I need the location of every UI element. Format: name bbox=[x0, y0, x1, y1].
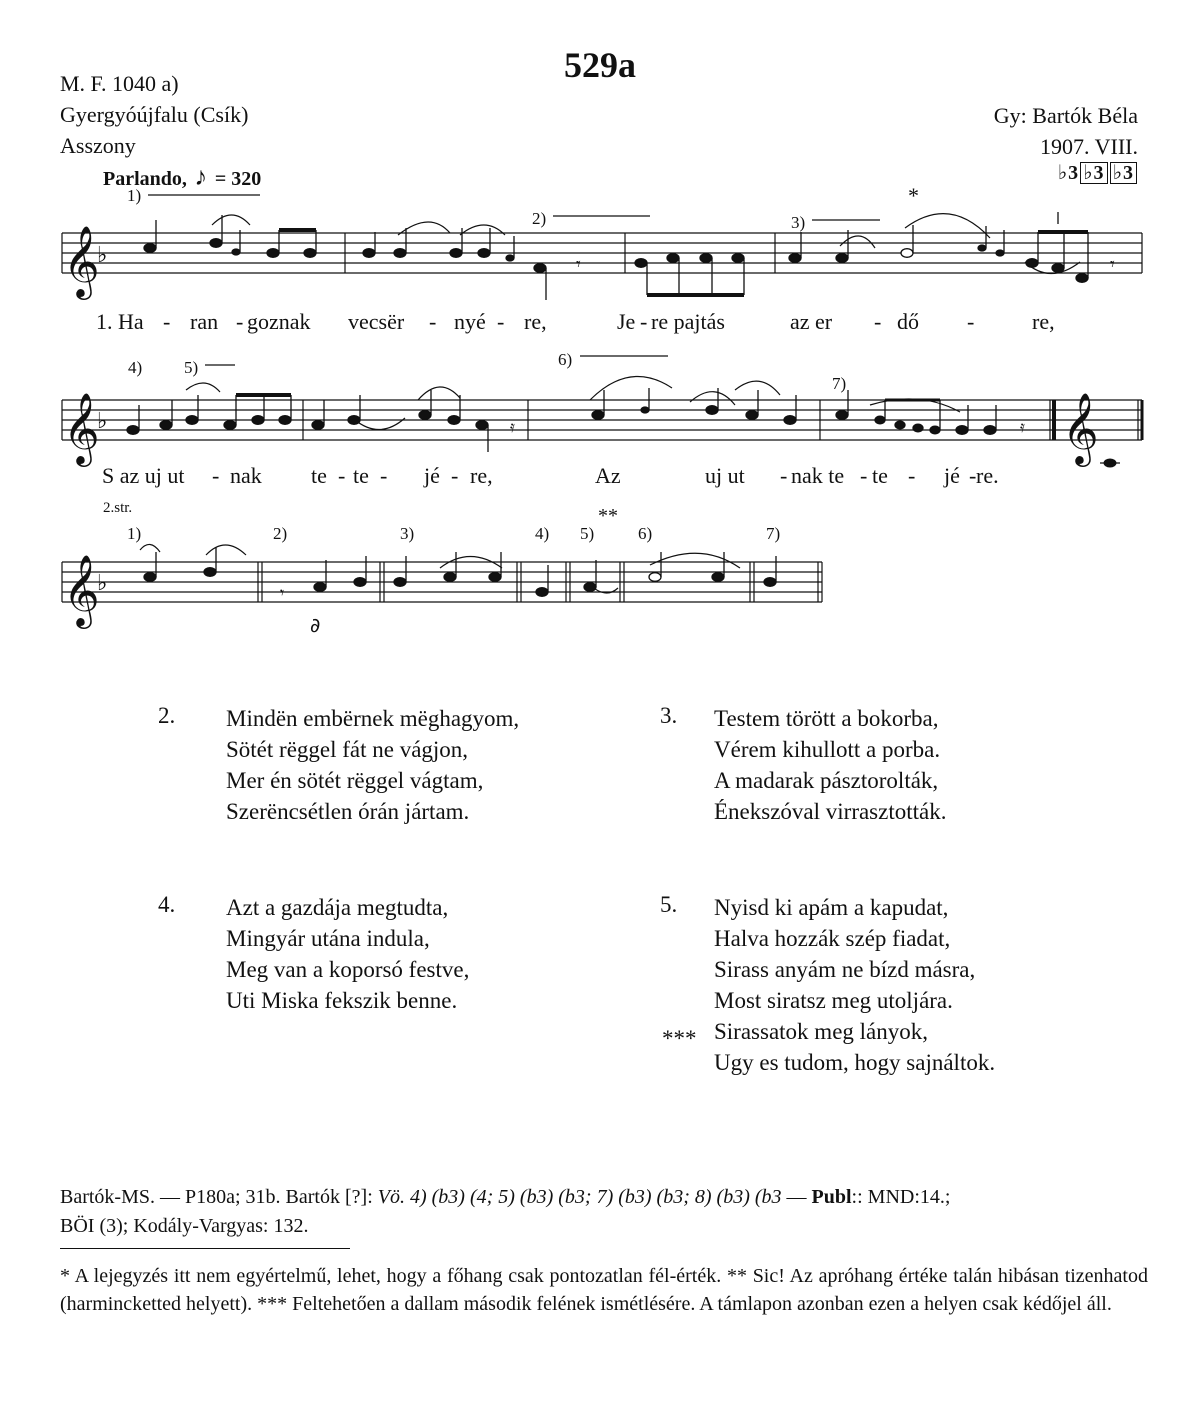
verse-number: 2. bbox=[158, 703, 176, 728]
staff-line-2 bbox=[62, 400, 1142, 440]
alt-marker-7: 7) bbox=[766, 524, 781, 543]
variant-marker-6: 6) bbox=[558, 350, 573, 369]
music-score bbox=[0, 0, 1200, 680]
staff-line-3 bbox=[62, 562, 822, 602]
footnote-divider bbox=[60, 1248, 350, 1249]
tempo-value: = 320 bbox=[214, 168, 262, 190]
source-note: Bartók-MS. — P180a; 31b. Bartók [?]: Vö. 4) (b3) (4; 5) (b3) (b3; 7) (b3) (b3; 8) (b3) (b3 — Publ:: MND:14.; BÖI (3); Kodály-Vargyas: 132. bbox=[60, 1186, 951, 1237]
treble-clef-icon: 𝄞 bbox=[1062, 391, 1099, 464]
collection-id: M. F. 1040 a) bbox=[60, 71, 179, 96]
fermata-icon: ∂ bbox=[310, 613, 321, 637]
svg-text:𝄾: 𝄾 bbox=[576, 254, 581, 274]
date: 1907. VIII. bbox=[1040, 134, 1138, 159]
variants-label: 2.str. bbox=[103, 500, 133, 516]
alt-marker-3: 3) bbox=[400, 524, 415, 543]
location: Gyergyóújfalu (Csík) bbox=[60, 102, 249, 127]
alt-marker-2: 2) bbox=[273, 524, 288, 543]
eighth-note-icon: ♪ bbox=[194, 162, 208, 191]
tempo-label: Parlando, bbox=[103, 168, 187, 190]
treble-clef-icon: 𝄞 bbox=[63, 224, 100, 297]
variant-marker-4: 4) bbox=[128, 358, 143, 377]
staff-line-1 bbox=[62, 233, 1142, 273]
variant-marker-3: 3) bbox=[791, 213, 806, 232]
verse-text: Azt a gazdája megtudta, Mingyár utána indula, Meg van a koporsó festve, Uti Miska fekszik benne. bbox=[226, 895, 470, 1013]
song-number: 529a bbox=[564, 45, 636, 85]
double-asterisk-marker: ** bbox=[598, 505, 618, 527]
cadence-mark-3: ♭3 bbox=[1110, 162, 1137, 184]
alt-marker-4: 4) bbox=[535, 524, 550, 543]
verse-text: Testem törött a bokorba, Vérem kihullott a porba. A madarak pásztorolták, Énekszóval virrasztották. bbox=[714, 706, 947, 824]
svg-text:𝄿: 𝄿 bbox=[1020, 419, 1025, 436]
svg-text:𝄾: 𝄾 bbox=[280, 585, 285, 602]
flat-icon: ♭ bbox=[97, 409, 108, 434]
alt-marker-1: 1) bbox=[127, 524, 142, 543]
cadence-mark-2: ♭3 bbox=[1080, 162, 1107, 184]
alt-marker-5: 5) bbox=[580, 524, 595, 543]
variant-marker-2: 2) bbox=[532, 209, 547, 228]
alt-marker-6: 6) bbox=[638, 524, 653, 543]
flat-icon: ♭ bbox=[97, 243, 108, 268]
verse-text: Nyisd ki apám a kapudat, Halva hozzák szép fiadat, Sirass anyám ne bízd másra, Most siratsz meg utoljára. Sirassatok meg lányok, Ugy es tudom, hogy sajnáltok. bbox=[714, 895, 996, 1075]
variant-marker-5: 5) bbox=[184, 358, 199, 377]
asterisk-marker: * bbox=[908, 183, 919, 208]
verse-number: 5. bbox=[660, 892, 678, 917]
verse-number: 4. bbox=[158, 892, 176, 917]
performer: Asszony bbox=[60, 133, 136, 158]
treble-clef-icon: 𝄞 bbox=[63, 553, 100, 626]
variant-marker-1: 1) bbox=[127, 186, 142, 205]
footnotes: * A lejegyzés itt nem egyértelmű, lehet, hogy a főhang csak pontozatlan fél-érték. ** Sic! Az apróhang értéke talán hibásan tizenhatod (harmincketted helyett). *** Feltehetően a dallam második felének ismétlésére. A támlapon azonban ezen a helyen csak kédőjel áll. bbox=[60, 1265, 1148, 1315]
svg-text:𝄾: 𝄾 bbox=[1110, 254, 1115, 274]
cadence-mark-1: ♭3 bbox=[1057, 162, 1080, 184]
variant-marker-7: 7) bbox=[832, 374, 847, 393]
verse-text: Mindën embërnek mëghagyom, Sötét rëggel fát ne vágjon, Mer én sötét rëggel vágtam, Szerëncsétlen órán jártam. bbox=[226, 706, 520, 824]
flat-icon: ♭ bbox=[97, 571, 108, 596]
repeat-marker: *** bbox=[662, 1026, 697, 1051]
svg-text:𝄿: 𝄿 bbox=[510, 419, 515, 436]
verse-number: 3. bbox=[660, 703, 678, 728]
collector: Gy: Bartók Béla bbox=[993, 103, 1138, 128]
treble-clef-icon: 𝄞 bbox=[63, 391, 100, 464]
